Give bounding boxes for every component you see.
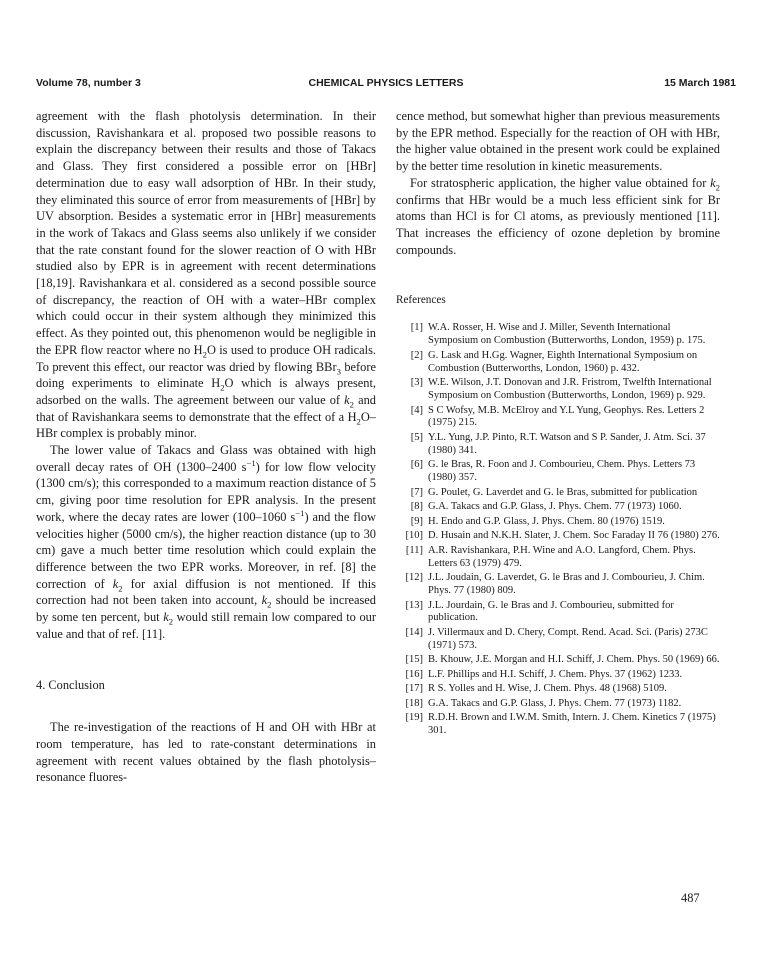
reference-number: [7] xyxy=(410,486,423,498)
reference-number: [5] xyxy=(410,431,423,443)
reference-text: R S. Yolles and H. Wise, J. Chem. Phys. 48 (1968) 5109. xyxy=(428,683,667,695)
reference-number: [16] xyxy=(405,668,423,680)
reference-number: [14] xyxy=(405,626,423,638)
reference-item xyxy=(396,545,720,571)
reference-number: [6] xyxy=(410,459,423,471)
reference-item xyxy=(396,654,720,667)
reference-text: L.F. Phillips and H.I. Schiff, J. Chem. Phys. 37 (1962) 1233. xyxy=(428,668,683,680)
reference-text: W.A. Rosser, H. Wise and J. Miller, Seventh International Symposium on Combustion (Butterworths, London, 1959) p. 175. xyxy=(428,322,706,347)
reference-item xyxy=(396,698,720,711)
reference-text: G.A. Takacs and G.P. Glass, J. Phys. Chem. 77 (1973) 1060. xyxy=(428,501,682,513)
reference-text: G. le Bras, R. Foon and J. Combourieu, Chem. Phys. Letters 73 (1980) 357. xyxy=(428,459,696,484)
reference-text: H. Endo and G.P. Glass, J. Phys. Chem. 80 (1976) 1519. xyxy=(428,515,665,527)
reference-text: J.L. Joudain, G. Laverdet, G. le Bras and J. Combourieu, J. Chim. Phys. 77 (1980) 809. xyxy=(428,572,705,597)
discussion-paragraph-1: agreement with the flash photolysis determination. In their discussion, Ravishankara et al. proposed two possible reasons to explain the discrepancy between their results and those of Takacs and Glass. They first considered a possible error on [HBr] determination due to easy wall adsorption of HBr. In their study, they eliminated this source of error from measurements of [HBr] by UV absorption. Besides a systematic error in [HBr] measurements in the work of Takacs and Glass seems also unlikely if we consider that the rate constant found for the slower reaction of O with HBr studied also by EPR is in agreement with recent determinations [18,19]. Ravishankara et al. considered as a second possible source of discrepancy, the reaction of OH with a water–HBr complex which could occur in their system although they minimized this effect. As they pointed out, this phenomenon would be negligible in the EPR flow reactor where no $H_2O$ is used to produce OH radicals. To prevent this effect, our reactor was dried by flowing BBr$_3$ before doing experiments to eliminate $H_2O$ which is always present, adsorbed on the walls. The agreement between our value of $k_2$ and that of Ravishankara seems to demonstrate that the effect of a $H_2O$–HBr complex is probably minor. xyxy=(36,109,377,441)
reference-number: [18] xyxy=(405,697,423,709)
reference-number: [15] xyxy=(405,654,423,666)
reference-item xyxy=(396,350,720,376)
conclusion-heading: 4. Conclusion xyxy=(36,677,105,692)
references-heading: References xyxy=(396,294,446,307)
reference-number: [3] xyxy=(410,377,423,389)
reference-item xyxy=(396,501,720,514)
discussion-paragraph-2: The lower value of Takacs and Glass was obtained with high overall decay rates of OH (1300–2400 $s^{-1}$) for low flow velocity (1300 cm/s); this corresponded to a maximum reaction distance of 5 cm, giving poor time resolution for EPR analysis. In the present work, where the decay rates are lower (100–1060 $s^{-1}$) and the flow velocities higher (5000 cm/s), the higher reaction distance (up to 30 cm) gave a much better time resolution which could explain the difference between the two EPR works. Moreover, in ref. [8] the correction of $k_2$ for axial diffusion is not mentioned. If this correction had not been taken into account, $k_2$ should be increased by some ten percent, but $k_2$ would still remain low compared to our value and that of ref. [11]. xyxy=(36,443,376,641)
reference-item xyxy=(396,572,720,598)
reference-item xyxy=(396,712,720,738)
reference-text: G.A. Takacs and G.P. Glass, J. Phys. Chem. 77 (1973) 1182. xyxy=(428,697,682,709)
reference-item xyxy=(396,516,720,529)
reference-item xyxy=(396,683,720,696)
reference-item xyxy=(396,669,720,682)
reference-text: J. Villermaux and D. Chery, Compt. Rend. Acad. Sci. (Paris) 273C (1971) 573. xyxy=(428,626,708,651)
reference-item xyxy=(396,530,720,543)
reference-number: [8] xyxy=(410,501,423,513)
reference-item xyxy=(396,459,720,485)
header-journal-name: CHEMICAL PHYSICS LETTERS xyxy=(308,77,464,89)
conclusion-paragraph: The re-investigation of the reactions of H and OH with HBr at room temperature, has led to rate-constant determinations in agreement with recent values obtained by the flash photolysis–resonance fluores- xyxy=(36,720,376,785)
spacer xyxy=(36,643,376,677)
spacer xyxy=(36,693,376,719)
running-header xyxy=(36,77,736,91)
reference-number: [4] xyxy=(410,404,423,416)
reference-text: A.R. Ravishankara, P.H. Wine and A.O. Langford, Chem. Phys. Letters 63 (1979) 479. xyxy=(428,544,696,569)
reference-text: W.E. Wilson, J.T. Donovan and J.R. Fristrom, Twelfth International Symposium on Combustion (Butterworths, London, 1969) p. 929. xyxy=(428,377,712,402)
reference-text: B. Khouw, J.E. Morgan and H.I. Schiff, J. Chem. Phys. 50 (1969) 66. xyxy=(428,654,720,666)
reference-item xyxy=(396,487,720,500)
reference-text: D. Husain and N.K.H. Slater, J. Chem. Soc Faraday II 76 (1980) 276. xyxy=(428,530,720,542)
right-column xyxy=(396,108,720,740)
reference-text: J.L. Jourdain, G. le Bras and J. Combourieu, submitted for publication. xyxy=(428,599,674,624)
reference-number: [12] xyxy=(405,572,423,584)
reference-number: [13] xyxy=(405,599,423,611)
reference-number: [10] xyxy=(405,530,423,542)
page-number: 487 xyxy=(681,891,700,905)
reference-item xyxy=(396,405,720,431)
reference-list xyxy=(396,322,720,738)
reference-item xyxy=(396,627,720,653)
reference-text: S C Wofsy, M.B. McElroy and Y.L Yung, Geophys. Res. Letters 2 (1975) 215. xyxy=(428,404,705,429)
reference-item xyxy=(396,322,720,348)
header-volume: Volume 78, number 3 xyxy=(36,77,141,89)
reference-number: [2] xyxy=(410,349,423,361)
reference-number: [19] xyxy=(405,712,423,724)
reference-number: [9] xyxy=(410,515,423,527)
reference-item xyxy=(396,432,720,458)
conclusion-continued-paragraph: cence method, but somewhat higher than previous measurements by the EPR method. Especially for the reaction of OH with HBr, the higher value obtained in the present work could be explained by the better time resolution in kinetic measurements. xyxy=(396,109,720,174)
reference-text: Y.L. Yung, J.P. Pinto, R.T. Watson and S P. Sander, J. Atm. Sci. 37 (1980) 341. xyxy=(428,431,706,456)
reference-text: R.D.H. Brown and I.W.M. Smith, Intern. J. Chem. Kinetics 7 (1975) 301. xyxy=(428,712,716,737)
header-date: 15 March 1981 xyxy=(664,77,736,89)
reference-number: [1] xyxy=(410,322,423,334)
reference-text: G. Poulet, G. Laverdet and G. le Bras, submitted for publication xyxy=(428,486,698,498)
left-column xyxy=(36,108,376,786)
reference-number: [11] xyxy=(405,544,423,556)
reference-number: [17] xyxy=(405,683,423,695)
reference-text: G. Lask and H.Gg. Wagner, Eighth International Symposium on Combustion (Butterworths, London, 1960) p. 432. xyxy=(428,349,698,374)
reference-item xyxy=(396,600,720,626)
stratospheric-paragraph: For stratospheric application, the higher value obtained for $k_2$ confirms that HBr would be a much less efficient sink for Br atoms than HCl is for Cl atoms, as previously mentioned [11]. That increases the efficiency of ozone depletion by bromine compounds. xyxy=(396,175,720,257)
reference-item xyxy=(396,377,720,403)
